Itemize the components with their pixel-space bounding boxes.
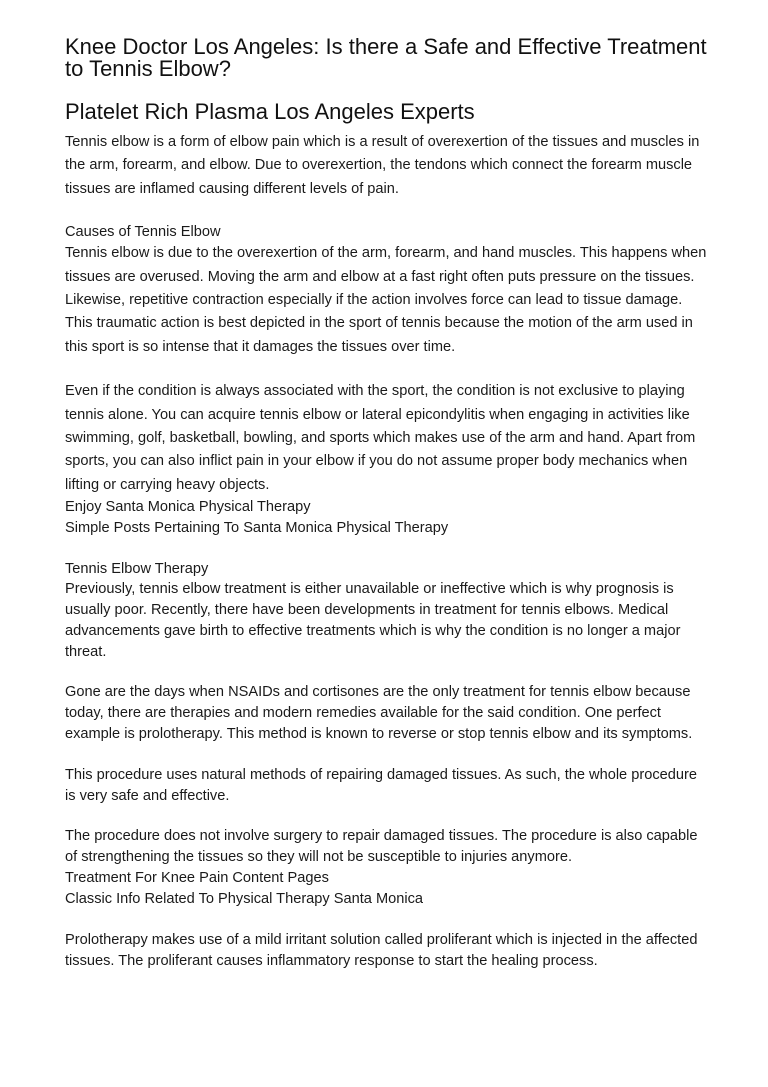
related-link-2[interactable]: Simple Posts Pertaining To Santa Monica Physical Therapy <box>65 520 449 537</box>
section-heading-causes: Causes of Tennis Elbow <box>65 224 221 241</box>
final-paragraph: Prolotherapy makes use of a mild irritant solution called proliferant which is injected in the affected tissues. The proliferant causes inflammatory response to start the healing process. <box>65 932 698 969</box>
intro-paragraph: Tennis elbow is a form of elbow pain which is a result of overexertion of the tissues and muscles in the arm, forearm, and elbow. Due to overexertion, the tendons which connect the forearm muscle tissues are inflamed causing different levels of pain. <box>65 134 700 197</box>
related-link-3[interactable]: Treatment For Knee Pain Content Pages <box>65 870 329 887</box>
therapy-paragraph-3: This procedure uses natural methods of repairing damaged tissues. As such, the whole procedure is very safe and effective. <box>65 766 697 804</box>
therapy-paragraph-4: The procedure does not involve surgery to repair damaged tissues. The procedure is also capable of strengthening the tissues so they will not be susceptible to injuries anymore. <box>65 828 698 866</box>
related-link-1[interactable]: Enjoy Santa Monica Physical Therapy <box>65 499 311 516</box>
related-link-4[interactable]: Classic Info Related To Physical Therapy Santa Monica <box>65 891 424 908</box>
causes-paragraph-1: Tennis elbow is due to the overexertion of the arm, forearm, and hand muscles. This happens when tissues are overused. Moving the arm and elbow at a fast right often puts pressure on the tissues. Likewise, repetitive contraction especially if the action involves force can lead to tissue damage. This traumatic action is best depicted in the sport of tennis because the motion of the arm used in this sport is so intense that it damages the tissues over time. <box>65 245 707 355</box>
causes-paragraph-2: Even if the condition is always associated with the sport, the condition is not exclusive to playing tennis alone. You can acquire tennis elbow or lateral epicondylitis when engaging in activities like swimming, golf, basketball, bowling, and sports which makes use of the arm and hand. Apart from sports, you can also inflict pain in your elbow if you do not assume proper body mechanics when lifting or carrying heavy objects. <box>65 383 696 493</box>
page-subtitle: Platelet Rich Plasma Los Angeles Experts <box>65 99 475 124</box>
page-title: Knee Doctor Los Angeles: Is there a Safe and Effective Treatment to Tennis Elbow? <box>65 34 707 81</box>
section-heading-therapy: Tennis Elbow Therapy <box>65 561 209 578</box>
therapy-paragraph-2: Gone are the days when NSAIDs and cortisones are the only treatment for tennis elbow because today, there are therapies and modern remedies available for the said condition. One perfect example is prolotherapy. This method is known to reverse or stop tennis elbow and its symptoms. <box>65 684 693 743</box>
therapy-paragraph-1: Previously, tennis elbow treatment is either unavailable or ineffective which is why prognosis is usually poor. Recently, there have been developments in treatment for tennis elbows. Medical advancements gave birth to effective treatments which is why the condition is no longer a major threat. <box>65 581 681 660</box>
